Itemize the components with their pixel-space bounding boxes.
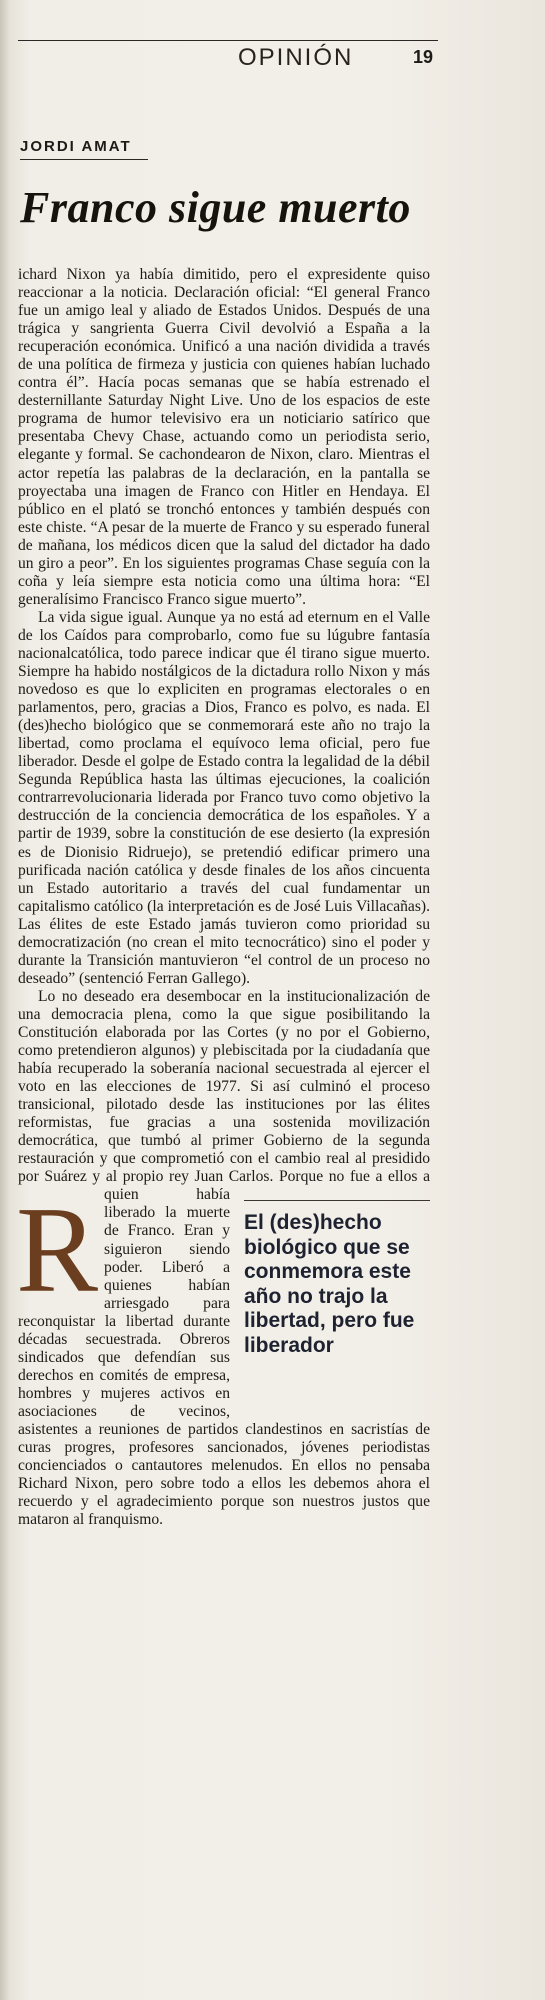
drop-cap: R [16, 1181, 99, 1318]
header-rule [18, 40, 438, 41]
article-body [18, 266, 430, 1529]
pull-quote: El (des)hecho biológico que se conmemora este año no trajo la libertad, pero fue liberador [244, 1200, 430, 1403]
article-title: Franco sigue muerto [20, 183, 411, 232]
paragraph-2: La vida sigue igual. Aunque ya no está ad eternum en el Valle de los Caídos para comprobarlo, como fue su lúgubre fantasía nacionalcatólica, todo parece indicar que él tirano sigue muerto. Siempre ha habido nostálgicos de la dictadura rollo Nixon y más novedoso es que lo expliciten en programas electorales o en parlamentos, pero, gracias a Dios, Franco es polvo, es nada. El (des)hecho biológico que se conmemorará este año no trajo la libertad, como proclama el equívoco lema oficial, pero fue liberador. Desde el golpe de Estado contra la legalidad de la débil Segunda República hasta las últimas ejecuciones, la coalición contrarrevolucionaria liderada por Franco tuvo como objetivo la destrucción de la conciencia democrática de los españoles. Y a partir de 1939, sobre la constitución de ese desierto (la expresión es de Dionisio Ridruejo), se pretendió edificar primero una purificada nación católica y desde finales de los años cincuenta un Estado autoritario a través del cual fundamentar un capitalismo católico (la interpretación es de José Luis Villacañas). Las élites de este Estado jamás tuvieron como prioridad su democratización (no crean el mito tecnocrático) sino el poder y durante la Transición mantuvieron “el control de un proceso no deseado” (sentenció Ferran Gallego). [18, 608, 430, 987]
byline-rule [20, 159, 148, 160]
author-byline: JORDI AMAT [20, 138, 132, 155]
newspaper-page [18, 0, 518, 2000]
section-name: OPINIÓN [238, 44, 354, 71]
paragraph-1-text: ichard Nixon ya había dimitido, pero el expresidente quiso reaccionar a la noticia. Declaración oficial: “El general Franco fue un amigo leal y aliado de Estados Unidos. Después de una trágica y sangrienta Guerra Civil devolvió a España a la recuperación económica. Unificó a una nación dividida a través de una política de firmeza y justicia con quienes habían luchado contra él”. Hacía pocas semanas que se había estrenado el desternillante Saturday Night Live. Uno de los espacios de este programa de humor televisivo era un noticiario satírico que presentaba Chevy Chase, actuando como un periodista serio, elegante y formal. Se cachondearon de Nixon, claro. Mientras el actor repetía las palabras de la declaración, en la pantalla se proyectaba una imagen de Franco con Hitler en Hendaya. El público en el plató se tronchó entonces y también después con este chiste. “A pesar de la muerte de Franco y su esperado funeral de mañana, los médicos dicen que la salud del dictador ha dado un giro a peor”. En los siguientes programas Chase seguía con la coña y leía siempre esta noticia como una última hora: “El generalísimo Francisco Franco sigue muerto”. [18, 266, 430, 608]
page-number: 19 [413, 47, 434, 67]
paragraph-3: Lo no deseado era desembocar en la institucionalización de una democracia plena, como la que sigue posibilitando la Constitución elaborada por las Cortes (y no por el Gobierno, como pretendieron algunos) y plebiscitada por la ciudadanía que había recuperado la soberanía nacional secuestrada al ejercer el voto en las elecciones de 1977. Si así culminó el proceso transicional, pilotado desde las instituciones por las élites reformistas, fue gracias a una sostenida movilización democrática, que tumbó al primer Gobierno de la segunda restauración y que comprometió con el cambio real al presidido por Suárez y al propio rey Juan Carlos. Porque no fue a ellos a quien había liberado la muerte de Franco. Eran y siguieron siendo poder. Liberó a quienes habían arriesgado para reconquistar la libertad durante décadas secuestrada. Obreros sindicados que defendían sus derechos en comités de empresa, hombres y mujeres activos en asociaciones de vecinos, asistentes a reuniones de partidos clandestinos en sacristías de curas progres, profesores sancionados, jóvenes periodistas concienciados o cantautores melenudos. En ellos no pensaba Richard Nixon, pero sobre todo a ellos les debemos ahora el recuerdo y el agradecimiento porque son nuestros justos que mataron al franquismo. [18, 987, 430, 1529]
